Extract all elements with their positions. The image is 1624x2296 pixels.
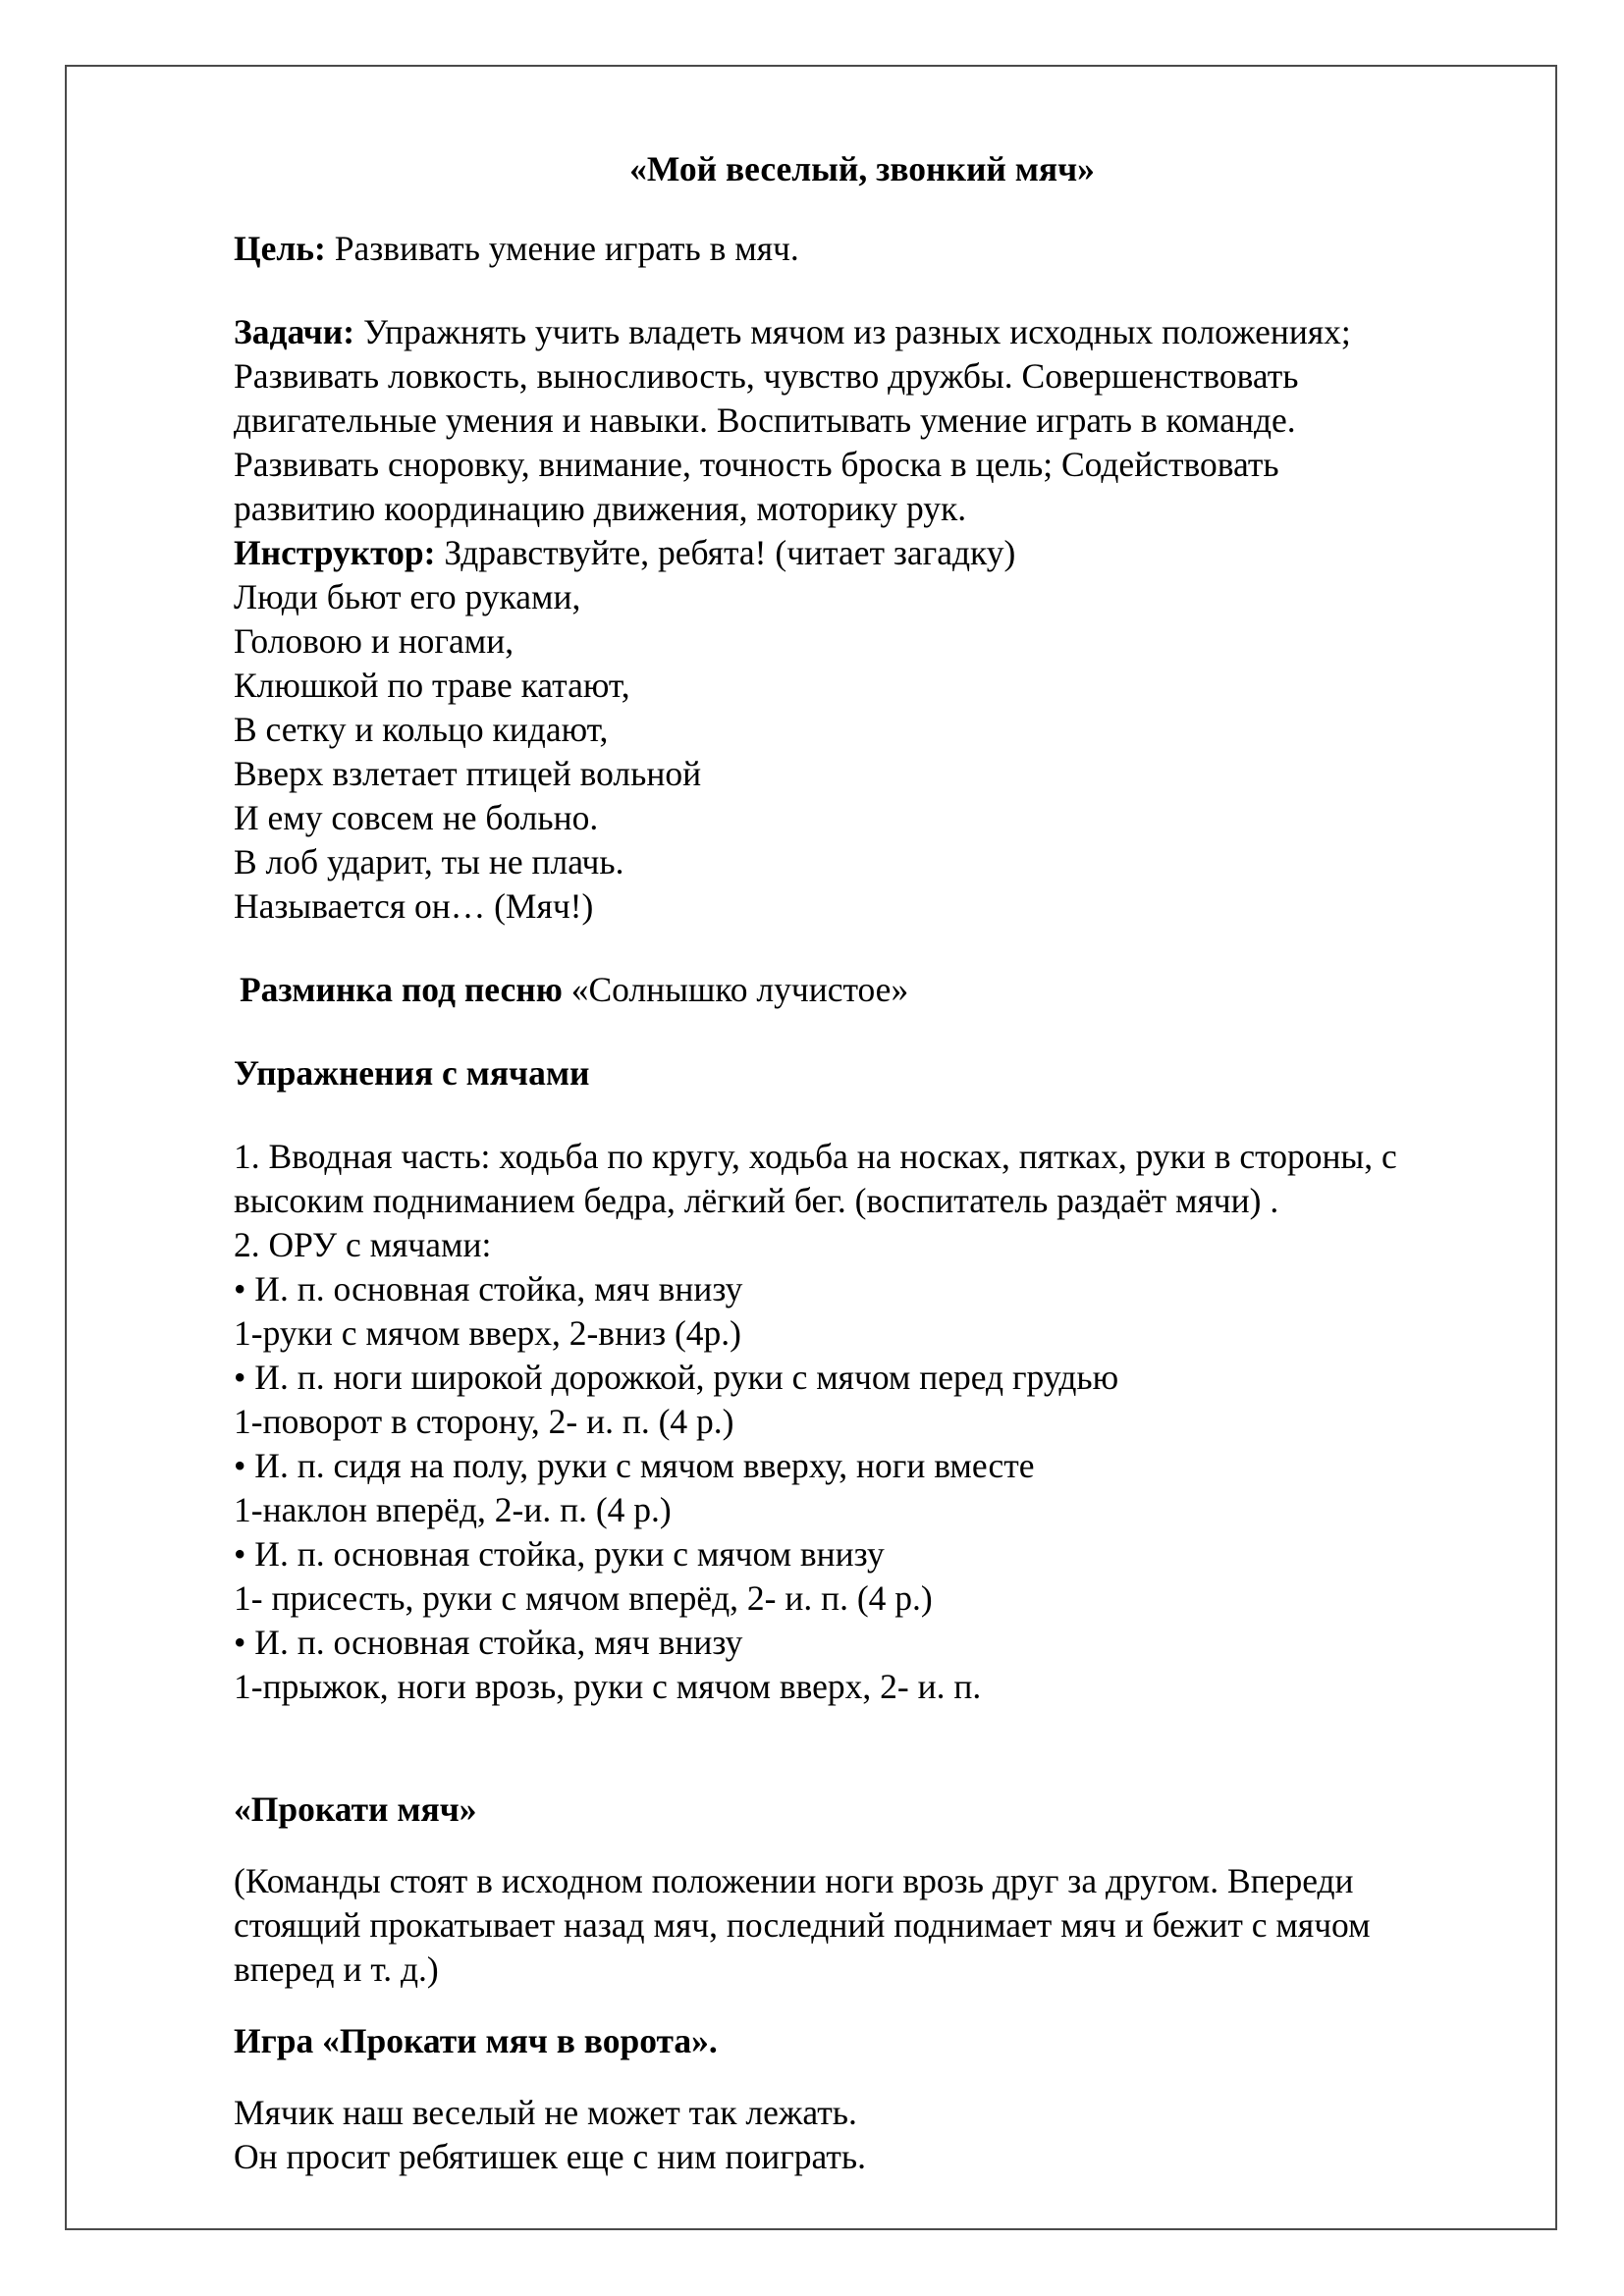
exercise-line: 1-прыжок, ноги врозь, руки с мячом вверх, 2- и. п. xyxy=(234,1667,982,1706)
game2-heading: Игра «Прокати мяч в ворота». xyxy=(234,2021,718,2060)
exercise-line: • И. п. основная стойка, мяч внизу xyxy=(234,1269,743,1308)
exercise-line: • И. п. основная стойка, мяч внизу xyxy=(234,1623,743,1662)
exercises-heading: Упражнения с мячами xyxy=(234,1053,590,1093)
riddle-line: Вверх взлетает птицей вольной xyxy=(234,754,702,793)
instructor-label: Инструктор: xyxy=(234,533,436,572)
riddle-line: И ему совсем не больно. xyxy=(234,798,599,837)
warmup-label: Разминка под песню xyxy=(240,970,563,1009)
riddle-line: Называется он… (Мяч!) xyxy=(234,886,594,926)
exercise-line: 1- присесть, руки с мячом вперёд, 2- и. п. (4 р.) xyxy=(234,1578,933,1618)
tasks-paragraph xyxy=(234,310,1530,531)
game1-line: вперед и т. д.) xyxy=(234,1949,439,1989)
tasks-line: Упражнять учить владеть мячом из разных исходных положениях; xyxy=(354,312,1351,351)
exercise-line: • И. п. ноги широкой дорожкой, руки с мячом перед грудью xyxy=(234,1358,1119,1397)
game2-line: Он просит ребятишек еще с ним поиграть. xyxy=(234,2137,866,2176)
riddle-line: Люди бьют его руками, xyxy=(234,577,581,616)
exercise-line: • И. п. основная стойка, руки с мячом внизу xyxy=(234,1534,885,1574)
warmup-text: «Солнышко лучистое» xyxy=(562,970,909,1009)
instructor-paragraph xyxy=(234,531,1530,575)
game1-heading: «Прокати мяч» xyxy=(234,1789,477,1829)
exercise-line: 1. Вводная часть: ходьба по кругу, ходьба на носках, пятках, руки в стороны, с xyxy=(234,1137,1397,1176)
riddle-verse xyxy=(234,575,1530,929)
exercises-list xyxy=(234,1135,1530,1709)
exercise-line: высоким подниманием бедра, лёгкий бег. (воспитатель раздаёт мячи) . xyxy=(234,1181,1279,1220)
exercise-line: 2. ОРУ с мячами: xyxy=(234,1225,492,1264)
game2-verse xyxy=(234,2091,1530,2179)
instructor-text: Здравствуйте, ребята! (читает загадку) xyxy=(435,533,1016,572)
goal-label: Цель: xyxy=(234,229,326,268)
tasks-line: двигательные умения и навыки. Воспитывать умение играть в команде. xyxy=(234,400,1296,440)
exercise-line: 1-наклон вперёд, 2-и. п. (4 р.) xyxy=(234,1490,672,1529)
riddle-line: В сетку и кольцо кидают, xyxy=(234,710,609,749)
tasks-line: Развивать ловкость, выносливость, чувство дружбы. Совершенствовать xyxy=(234,356,1299,396)
exercise-line: 1-поворот в сторону, 2- и. п. (4 р.) xyxy=(234,1402,734,1441)
tasks-line: развитию координацию движения, моторику рук. xyxy=(234,489,967,528)
goal-paragraph xyxy=(234,227,1530,271)
exercise-line: 1-руки с мячом вверх, 2-вниз (4р.) xyxy=(234,1313,741,1353)
game1-line: (Команды стоят в исходном положении ноги врозь друг за другом. Впереди xyxy=(234,1861,1354,1900)
exercise-line: • И. п. сидя на полу, руки с мячом вверху, ноги вместе xyxy=(234,1446,1035,1485)
game1-description xyxy=(234,1859,1530,1992)
tasks-label: Задачи: xyxy=(234,312,355,351)
game2-line: Мячик наш веселый не может так лежать. xyxy=(234,2093,857,2132)
riddle-line: В лоб ударит, ты не плачь. xyxy=(234,842,624,881)
riddle-line: Клюшкой по траве катают, xyxy=(234,666,630,705)
riddle-line: Головою и ногами, xyxy=(234,621,514,661)
goal-text: Развивать умение играть в мяч. xyxy=(325,229,799,268)
document-body xyxy=(234,147,1530,2179)
document-title: «Мой веселый, звонкий мяч» xyxy=(629,149,1095,188)
warmup-paragraph xyxy=(234,968,1530,1012)
game1-line: стоящий прокатывает назад мяч, последний поднимает мяч и бежит с мячом xyxy=(234,1905,1371,1945)
tasks-line: Развивать сноровку, внимание, точность броска в цель; Содействовать xyxy=(234,445,1279,484)
